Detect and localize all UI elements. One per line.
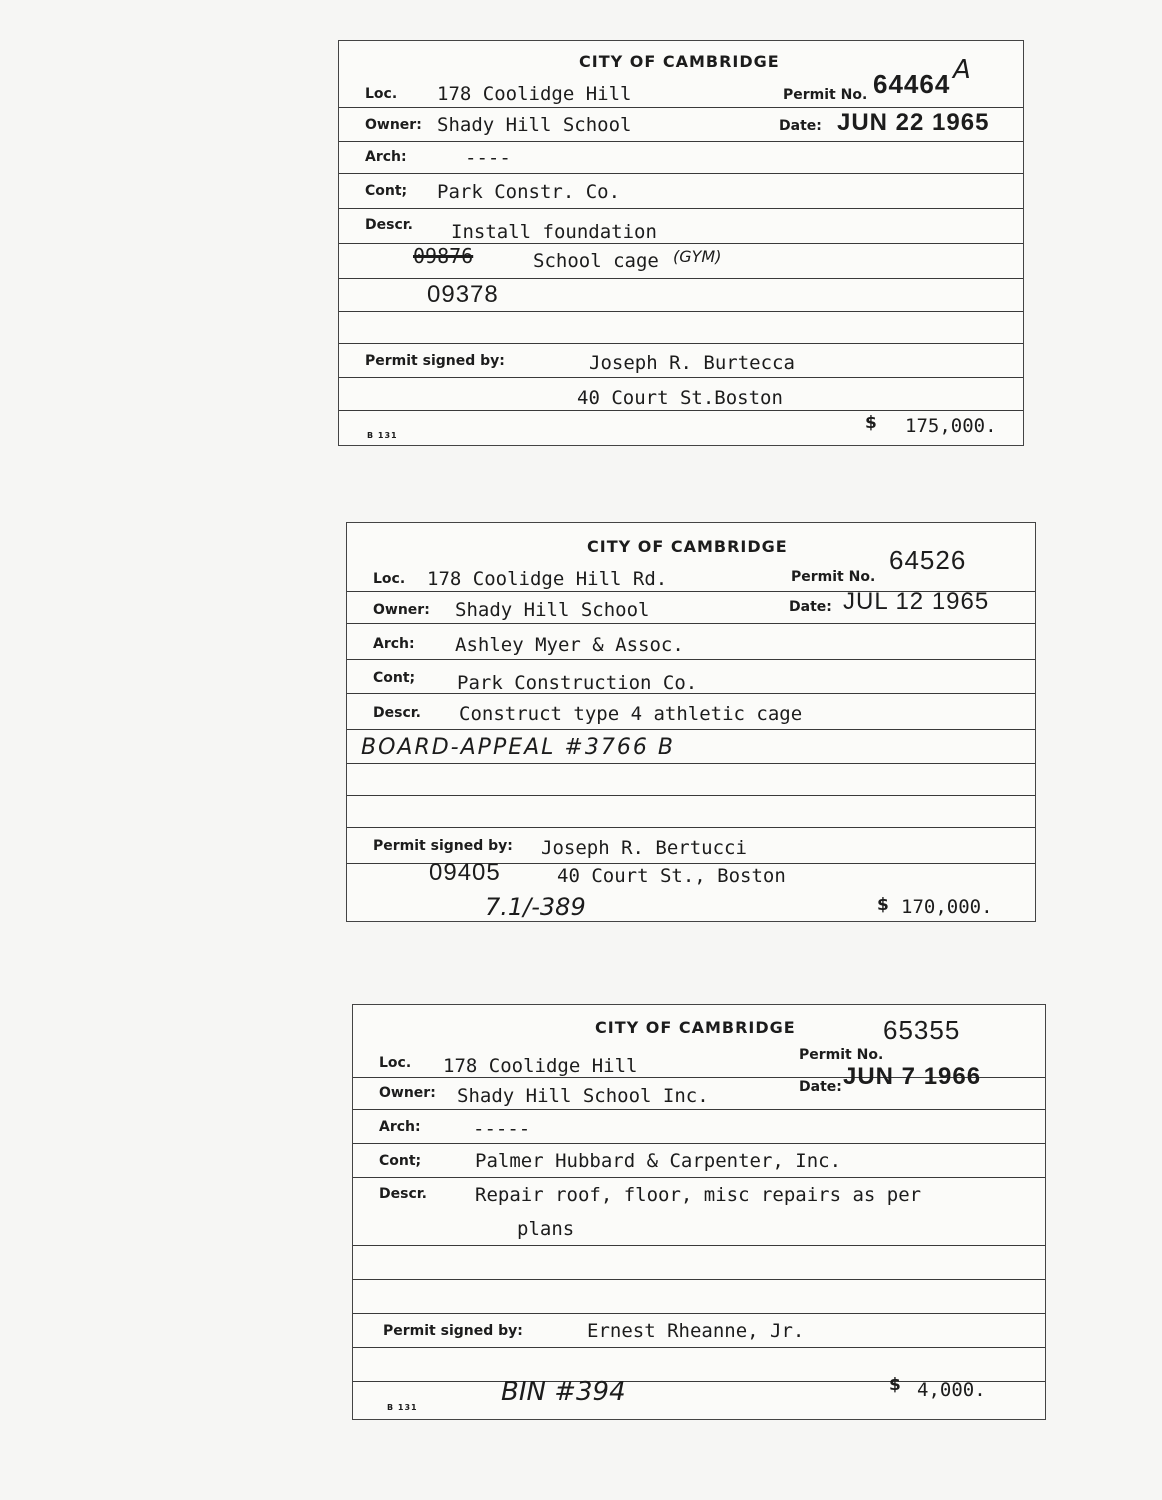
card-1-loc-label: Loc. <box>365 86 398 102</box>
card-2-date-value: JUL 12 1965 <box>843 588 990 615</box>
card-1-city-header: CITY OF CAMBRIDGE <box>579 52 780 71</box>
card-2-loc-value: 178 Coolidge Hill Rd. <box>427 568 668 590</box>
card-1-signed-label: Permit signed by: <box>365 353 505 369</box>
card-2-permit-label: Permit No. <box>791 569 876 585</box>
card-3-signed-value: Ernest Rheanne, Jr. <box>587 1320 805 1342</box>
card-1-rule <box>339 311 1023 312</box>
card-2-arch-label: Arch: <box>373 636 415 652</box>
card-3-cont-label: Cont; <box>379 1153 422 1169</box>
card-1-owner-label: Owner: <box>365 117 422 133</box>
card-2-signed-label: Permit signed by: <box>373 838 513 854</box>
card-3-date-label: Date: <box>799 1079 842 1095</box>
card-3-arch-value: ----- <box>473 1118 531 1140</box>
card-2-address: 40 Court St., Boston <box>557 865 786 887</box>
card-1-dollar-sign: $ <box>865 413 877 433</box>
card-1-arch-label: Arch: <box>365 149 407 165</box>
card-3-rule <box>353 1347 1045 1348</box>
card-3-descr-line-1: Repair roof, floor, misc repairs as per <box>475 1184 922 1206</box>
card-1-descr-line-2: School cage <box>533 250 659 272</box>
card-2-permit-number: 64526 <box>889 545 967 575</box>
card-3-rule <box>353 1279 1045 1280</box>
card-1-permit-suffix: A <box>953 55 971 85</box>
card-1-date-label: Date: <box>779 118 822 134</box>
card-3-form-code: B 131 <box>387 1403 418 1412</box>
card-3-bin-note: BIN #394 <box>501 1377 626 1407</box>
card-2-rule <box>347 763 1035 764</box>
card-3-date-value: JUN 7 1966 <box>843 1063 982 1090</box>
card-3-rule <box>353 1109 1045 1110</box>
card-2-arch-value: Ashley Myer & Assoc. <box>455 634 684 656</box>
card-3-rule <box>353 1313 1045 1314</box>
card-2-stamped-number: 09405 <box>429 859 501 886</box>
card-1-date-value: JUN 22 1965 <box>837 109 990 136</box>
card-2-cont-label: Cont; <box>373 670 416 686</box>
card-1-rule <box>339 208 1023 209</box>
card-1-rule <box>339 278 1023 279</box>
card-1-stamped-number: 09378 <box>427 281 499 308</box>
card-2-descr-line-1: Construct type 4 athletic cage <box>459 703 803 725</box>
card-2-rule <box>347 795 1035 796</box>
card-1-descr-line-1: Install foundation <box>451 221 657 243</box>
card-1-rule <box>339 410 1023 411</box>
card-1-cont-value: Park Constr. Co. <box>437 181 621 203</box>
card-1-owner-value: Shady Hill School <box>437 114 632 136</box>
card-3-rule <box>353 1143 1045 1144</box>
card-2-dollar-sign: $ <box>877 895 889 915</box>
card-3-arch-label: Arch: <box>379 1119 421 1135</box>
card-3-descr-label: Descr. <box>379 1186 427 1202</box>
card-1-struck-number: 09876 <box>413 244 474 268</box>
card-2-board-appeal: BOARD-APPEAL #3766 B <box>361 735 675 760</box>
card-1-descr-handwritten: (GYM) <box>673 247 722 266</box>
card-1-rule <box>339 141 1023 142</box>
card-1-rule <box>339 107 1023 108</box>
card-2-rule <box>347 659 1035 660</box>
card-3-rule <box>353 1245 1045 1246</box>
card-1-loc-value: 178 Coolidge Hill <box>437 83 632 105</box>
card-1-permit-label: Permit No. <box>783 87 868 103</box>
card-3-rule <box>353 1177 1045 1178</box>
card-1-signed-value: Joseph R. Burtecca <box>589 352 795 374</box>
card-2-descr-label: Descr. <box>373 705 421 721</box>
card-1-cont-label: Cont; <box>365 183 408 199</box>
card-2-signed-value: Joseph R. Bertucci <box>541 837 747 859</box>
card-1-address: 40 Court St.Boston <box>577 387 783 409</box>
card-2-amount: 170,000. <box>901 896 993 918</box>
card-3-permit-label: Permit No. <box>799 1047 884 1063</box>
card-2-rule <box>347 693 1035 694</box>
card-3-loc-value: 178 Coolidge Hill <box>443 1055 638 1077</box>
card-1-rule <box>339 173 1023 174</box>
card-1-form-code: B 131 <box>367 431 398 440</box>
card-2-owner-value: Shady Hill School <box>455 599 650 621</box>
card-3-dollar-sign: $ <box>889 1375 901 1395</box>
card-2-rule <box>347 827 1035 828</box>
card-3-owner-label: Owner: <box>379 1085 436 1101</box>
card-1-rule <box>339 377 1023 378</box>
card-3-owner-value: Shady Hill School Inc. <box>457 1085 709 1107</box>
card-2-loc-label: Loc. <box>373 571 406 587</box>
card-3-cont-value: Palmer Hubbard & Carpenter, Inc. <box>475 1150 842 1172</box>
card-1-permit-number: 64464 <box>873 69 951 99</box>
card-3-signed-label: Permit signed by: <box>383 1323 523 1339</box>
card-2-date-label: Date: <box>789 599 832 615</box>
card-3-loc-label: Loc. <box>379 1055 412 1071</box>
card-1-amount: 175,000. <box>905 415 997 437</box>
permit-card-1 <box>338 40 1024 446</box>
permit-card-3 <box>352 1004 1046 1420</box>
card-2-owner-label: Owner: <box>373 602 430 618</box>
permit-card-2 <box>346 522 1036 922</box>
card-2-rule <box>347 623 1035 624</box>
card-2-handwritten-note: 7.1/-389 <box>485 893 586 921</box>
card-1-descr-label: Descr. <box>365 217 413 233</box>
card-2-rule <box>347 729 1035 730</box>
card-3-descr-line-2: plans <box>517 1218 575 1240</box>
card-3-amount: 4,000. <box>917 1379 986 1401</box>
card-2-city-header: CITY OF CAMBRIDGE <box>587 537 788 556</box>
card-3-city-header: CITY OF CAMBRIDGE <box>595 1018 796 1037</box>
card-1-arch-value: ---- <box>465 147 511 169</box>
card-1-rule <box>339 343 1023 344</box>
card-3-permit-number: 65355 <box>883 1015 961 1045</box>
card-2-cont-value: Park Construction Co. <box>457 672 698 694</box>
